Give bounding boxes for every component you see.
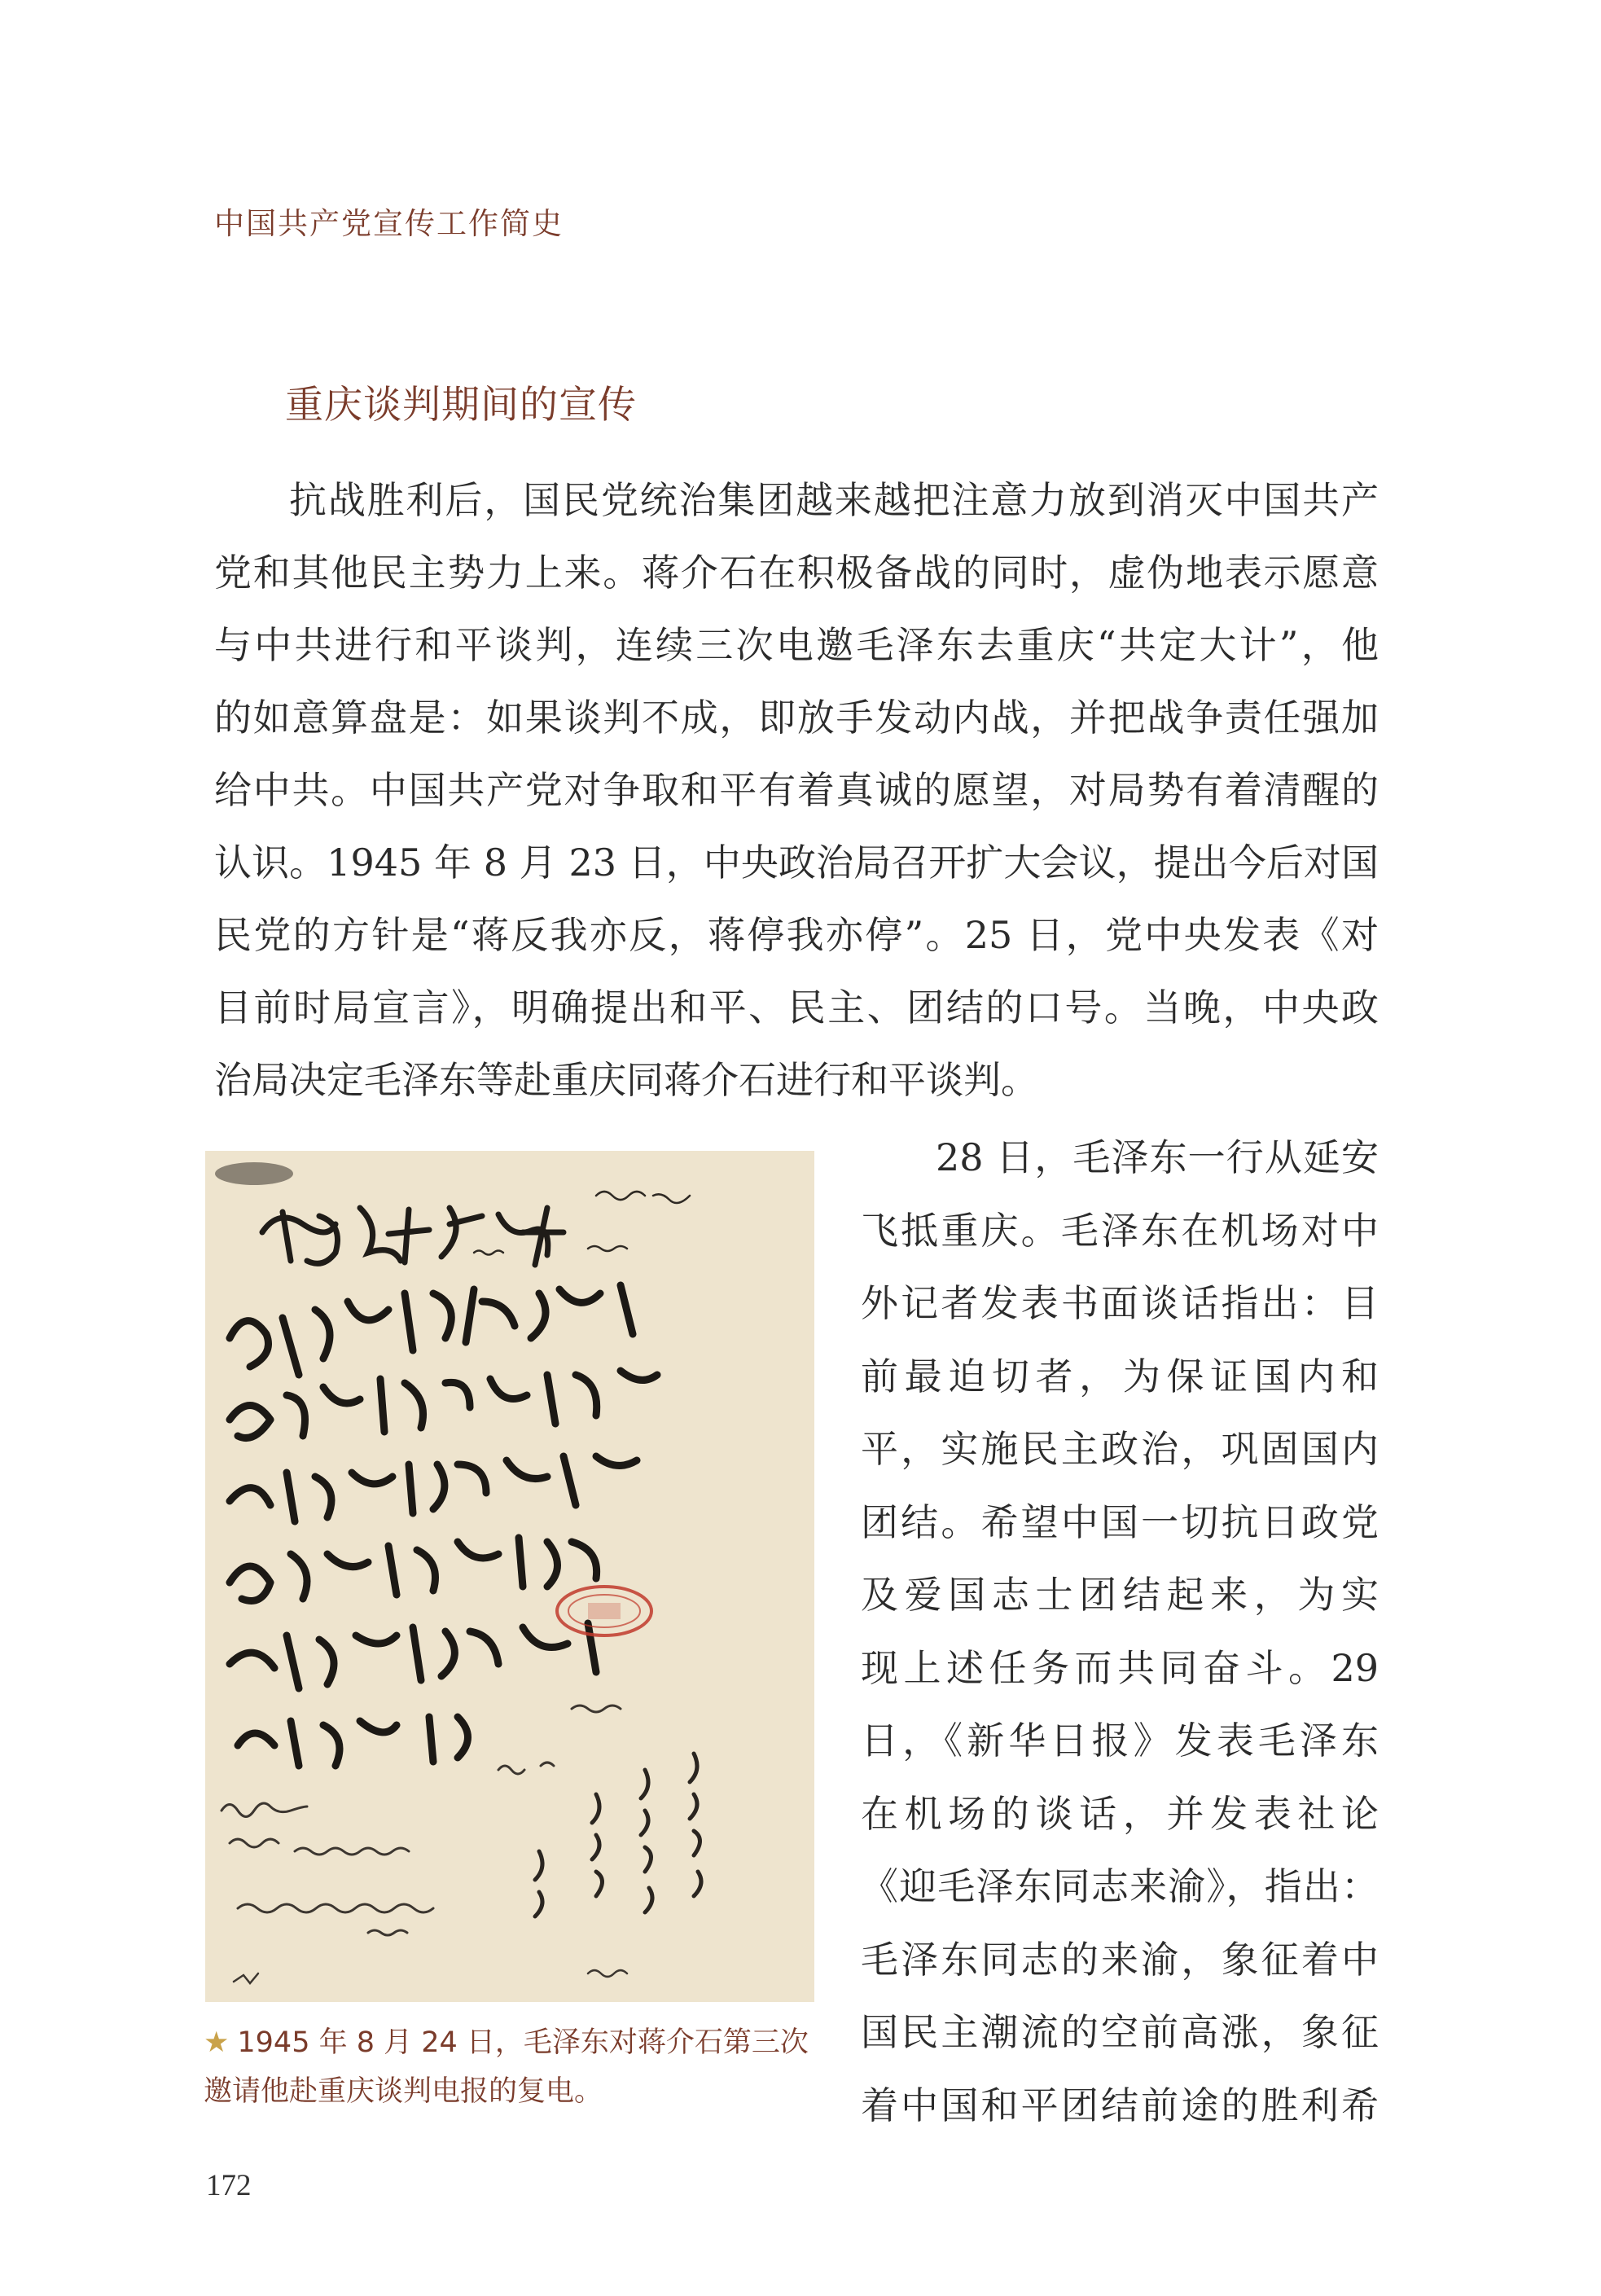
caption-line-2: 邀请他赴重庆谈判电报的复电。 bbox=[204, 2075, 603, 2108]
section-title: 重庆谈判期间的宣传 bbox=[285, 383, 637, 428]
side-line: 现上述任务而共同奋斗。29 bbox=[861, 1645, 1379, 1690]
side-line: 日，《新华日报》发表毛泽东 bbox=[861, 1719, 1379, 1763]
body-line: 治局决定毛泽东等赴重庆同蒋介石进行和平谈判。 bbox=[214, 1058, 1038, 1102]
side-line: 着中国和平团结前途的胜利希 bbox=[861, 2083, 1379, 2127]
body-text-side-column bbox=[861, 1122, 1379, 2142]
side-line: 国民主潮流的空前高涨，象征 bbox=[861, 2010, 1379, 2054]
caption-line-1 bbox=[204, 2018, 822, 2067]
body-line: 给中共。中国共产党对争取和平有着真诚的愿望，对局势有着清醒的 bbox=[214, 768, 1379, 812]
figure-caption bbox=[204, 2018, 822, 2116]
body-text-full-width bbox=[214, 464, 1379, 1117]
caption-text-1: 1945 年 8 月 24 日，毛泽东对蒋介石第三次 bbox=[237, 2026, 809, 2059]
body-line: 党和其他民主势力上来。蒋介石在积极备战的同时，虚伪地表示愿意 bbox=[214, 551, 1379, 595]
body-line: 民党的方针是“蒋反我亦反，蒋停我亦停”。25 日，党中央发表《对 bbox=[214, 913, 1379, 957]
side-line: 飞抵重庆。毛泽东在机场对中 bbox=[861, 1208, 1379, 1253]
star-icon: ★ bbox=[204, 2026, 230, 2059]
side-line: 毛泽东同志的来渝，象征着中 bbox=[861, 1937, 1379, 1982]
body-line: 目前时局宣言》，明确提出和平、民主、团结的口号。当晚，中央政 bbox=[214, 986, 1379, 1029]
side-line: 《迎毛泽东同志来渝》，指出： bbox=[861, 1864, 1379, 1908]
body-line: 认识。1945 年 8 月 23 日，中央政治局召开扩大会议，提出今后对国 bbox=[214, 841, 1379, 885]
side-line: 前最迫切者，为保证国内和 bbox=[861, 1354, 1379, 1398]
side-line: 在机场的谈话，并发表社论 bbox=[861, 1791, 1379, 1836]
manuscript-drawing bbox=[205, 1151, 814, 2002]
side-line: 平，实施民主政治，巩固国内 bbox=[861, 1427, 1379, 1471]
body-line: 的如意算盘是：如果谈判不成，即放手发动内战，并把战争责任强加 bbox=[214, 696, 1379, 740]
page-number: 172 bbox=[206, 2169, 252, 2202]
side-line: 28 日，毛泽东一行从延安 bbox=[936, 1135, 1379, 1179]
side-line: 外记者发表书面谈话指出：目 bbox=[861, 1281, 1379, 1325]
body-line: 抗战胜利后，国民党统治集团越来越把注意力放到消灭中国共产 bbox=[289, 478, 1379, 522]
body-line: 与中共进行和平谈判，连续三次电邀毛泽东去重庆“共定大计”，他 bbox=[214, 623, 1379, 667]
side-line: 及爱国志士团结起来，为实 bbox=[861, 1573, 1379, 1617]
telegram-manuscript-image bbox=[205, 1151, 814, 2002]
running-header: 中国共产党宣传工作简史 bbox=[214, 206, 564, 241]
side-line: 团结。希望中国一切抗日政党 bbox=[861, 1499, 1379, 1544]
